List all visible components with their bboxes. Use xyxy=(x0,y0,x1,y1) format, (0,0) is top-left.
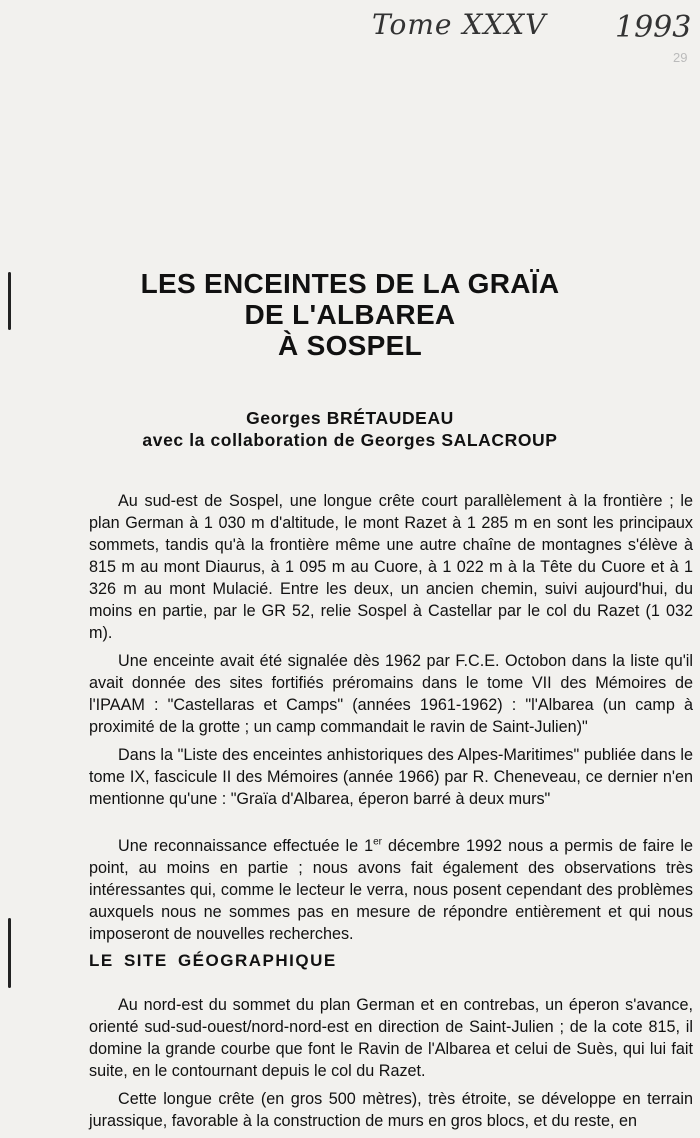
reconnaissance-section xyxy=(89,835,693,951)
intro-section xyxy=(89,490,693,816)
page-number: 29 xyxy=(673,50,688,65)
intro-paragraph-3: Dans la "Liste des enceintes anhistoriques des Alpes-Maritimes" publiée dans le tome IX, fascicule II des Mémoires (année 1966) par R. Cheneveau, ce dernier n'en mentionne qu'une : "Graïa d'Albarea, éperon barré à deux murs" xyxy=(89,746,693,808)
authors-block xyxy=(0,407,700,451)
title-line-3: À SOSPEL xyxy=(278,330,422,361)
handwritten-year-note: 1993 xyxy=(615,10,692,45)
handwritten-tome-note: Tome XXXV xyxy=(372,8,547,41)
section-heading: LE SITE GÉOGRAPHIQUE xyxy=(89,951,337,970)
ordinal-superscript: er xyxy=(373,836,383,848)
reconnaissance-paragraph xyxy=(89,835,693,945)
site-paragraph-2: Cette longue crête (en gros 500 mètres), très étroite, se développe en terrain jurassique, favorable à la construction de murs en gros blocs, et du reste, en xyxy=(89,1090,693,1130)
reconnaissance-text-end: décembre 1992 nous a permis de faire le point, au moins en partie ; nous avons fait également des observations très intéressantes qui, comme le lecteur le verra, nous posent cependant des problèmes auxquels nous ne sommes pas en mesure de répondre entièrement et qui nous imposeront de nouvelles recherches. xyxy=(89,837,693,943)
intro-paragraph-1: Au sud-est de Sospel, une longue crête court parallèlement à la frontière ; le plan German à 1 030 m d'altitude, le mont Razet à 1 285 m en sont les principaux sommets, tandis qu'à la frontière même une autre chaîne de montagnes s'élève à 815 m au mont Diaurus, à 1 095 m au Cuore, à 1 022 m à la Tête du Cuore et à 1 326 m au mont Mulacié. Entre les deux, un ancien chemin, suivi aujourd'hui, du moins en partie, par le GR 52, relie Sospel à Castellar par le col du Razet (1 032 m). xyxy=(89,492,693,642)
intro-paragraph-2: Une enceinte avait été signalée dès 1962 par F.C.E. Octobon dans la liste qu'il avait donnée des sites fortifiés préromains dans le tome VII des Mémoires de l'IPAAM : "Castellaras et Camps" (années 1961-1962) : "l'Albarea (un camp à proximité de la grotte ; un camp commandait le ravin de Saint-Julien)" xyxy=(89,652,693,736)
article-title xyxy=(0,268,700,361)
collaboration-line: avec la collaboration de Georges SALACROUP xyxy=(142,430,558,450)
author-line: Georges BRÉTAUDEAU xyxy=(246,408,454,428)
site-paragraph-1: Au nord-est du sommet du plan German et en contrebas, un éperon s'avance, orienté sud-sud-ouest/nord-nord-est en direction de Saint-Julien ; de la cote 815, il domine la grande courbe que font le Ravin de l'Albarea et celui de Suès, qui lui fait suite, en le contournant depuis le col du Razet. xyxy=(89,996,693,1080)
title-line-1: LES ENCEINTES DE LA GRAÏA xyxy=(140,268,560,299)
binding-mark-bottom xyxy=(8,918,11,988)
site-section xyxy=(89,994,693,1138)
title-line-2: DE L'ALBAREA xyxy=(244,299,456,330)
reconnaissance-text-start: Une reconnaissance effectuée le 1 xyxy=(118,837,374,855)
